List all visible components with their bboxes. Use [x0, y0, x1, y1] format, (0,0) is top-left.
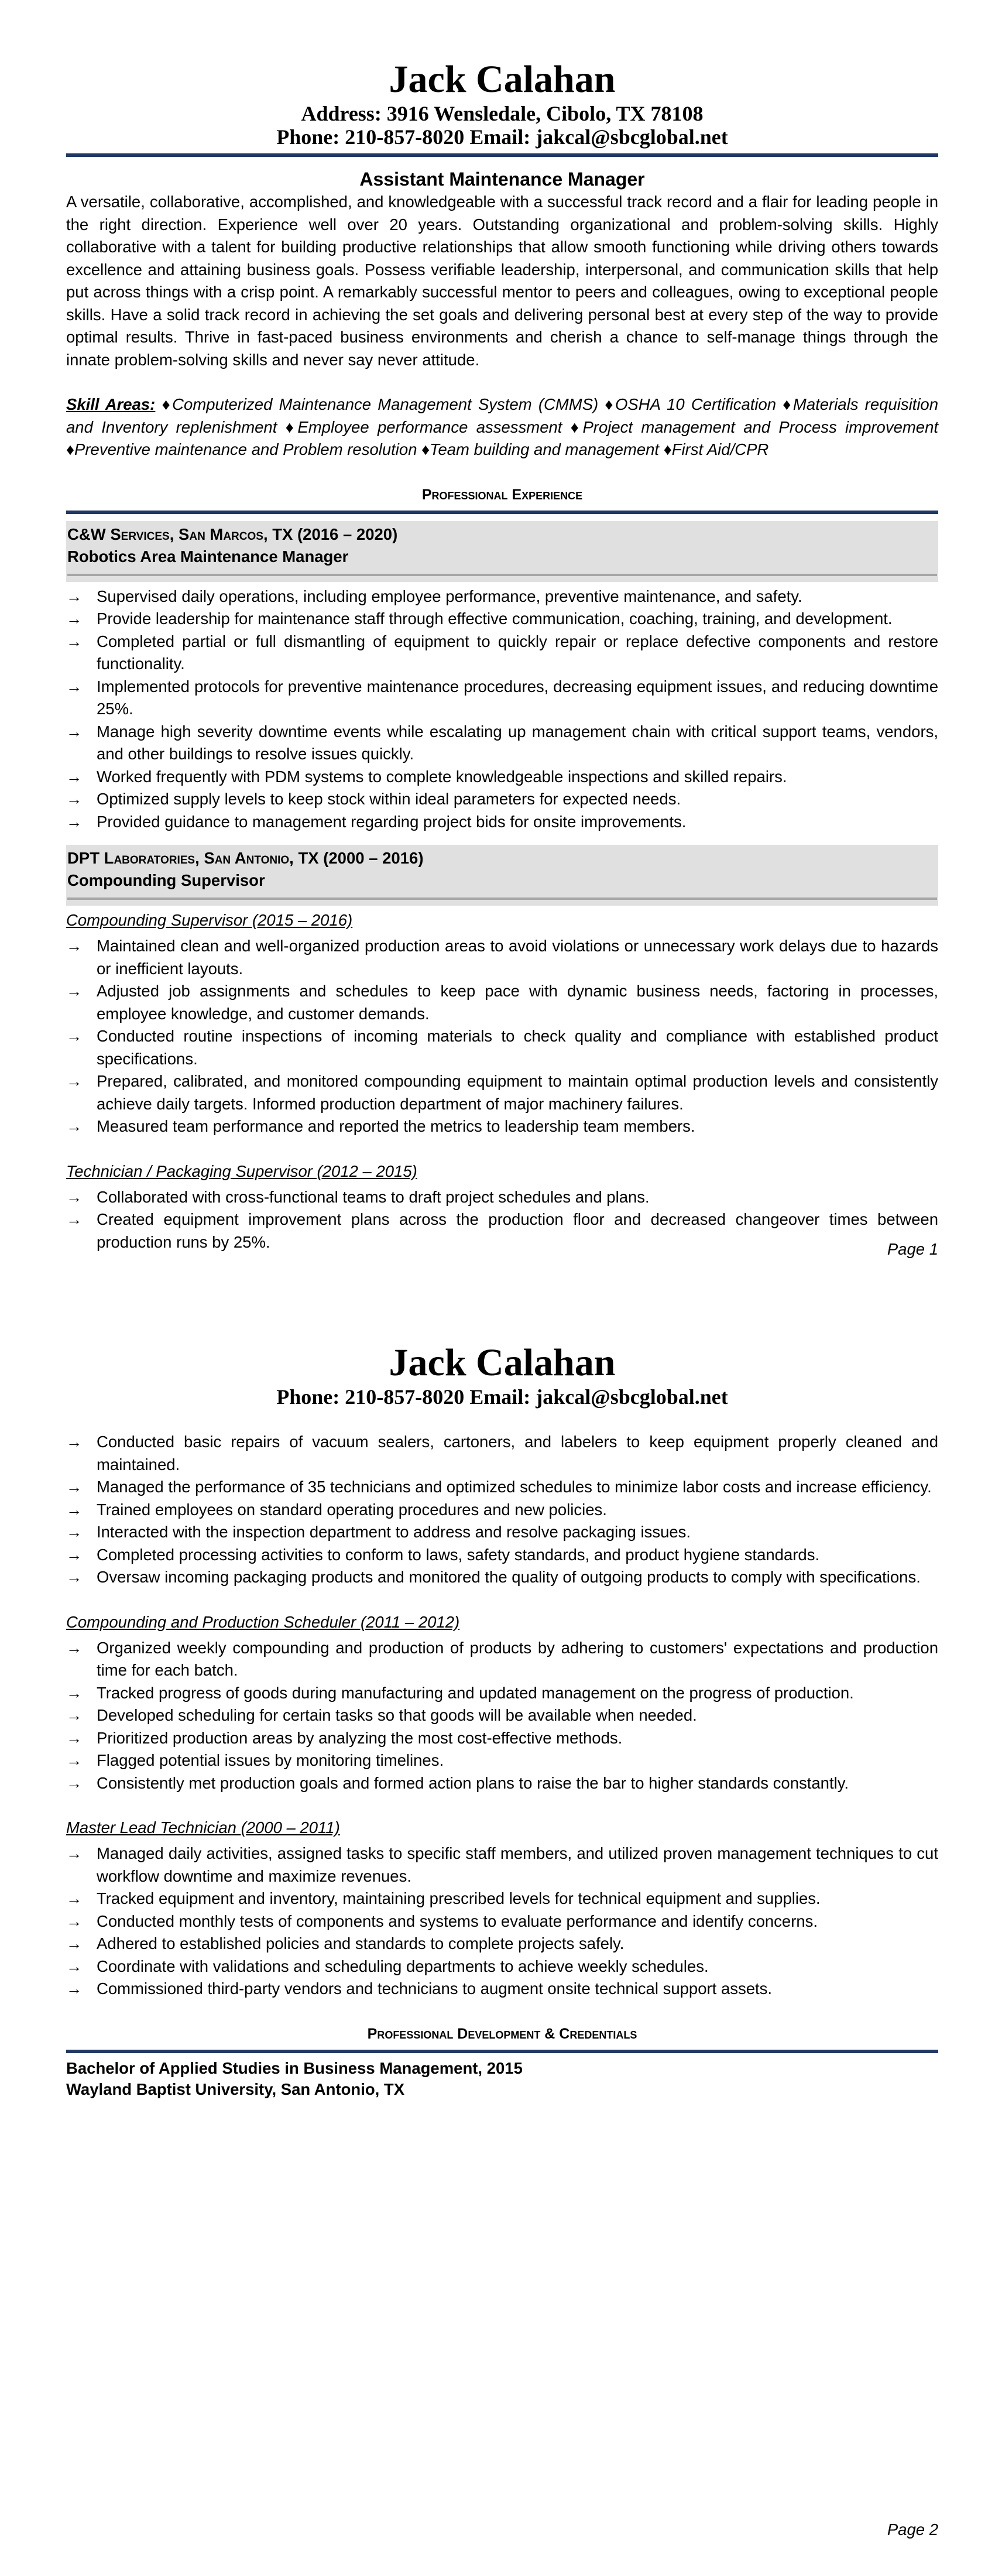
- phone-email: Phone: 210-857-8020 Email: jakcal@sbcglobal.net: [276, 1385, 728, 1409]
- page-1-content: [66, 57, 938, 1253]
- arrow-bullet-icon: →: [66, 587, 83, 605]
- bullet-item: [66, 585, 938, 608]
- arrow-bullet-icon: →: [66, 1568, 83, 1586]
- bullet-item: [66, 1544, 938, 1567]
- bullet-item: [66, 766, 938, 789]
- bullet-list: [66, 1842, 938, 2000]
- company: C&W Services, San Marcos, TX (2016 – 2020): [67, 525, 398, 543]
- sub-role: Master Lead Technician (2000 – 2011): [66, 1818, 340, 1837]
- bullet-text: Tracked equipment and inventory, maintaining prescribed levels for technical equipment and supplies.: [97, 1889, 821, 1907]
- arrow-bullet-icon: →: [66, 1187, 83, 1206]
- page-2-content: [66, 1341, 938, 2100]
- bullet-text: Supervised daily operations, including employee performance, preventive maintenance, and safety.: [97, 587, 802, 605]
- arrow-bullet-icon: →: [66, 1117, 83, 1135]
- bullet-text: Provide leadership for maintenance staff through effective communication, coaching, training, and development.: [97, 609, 893, 628]
- arrow-bullet-icon: →: [66, 1072, 83, 1090]
- bullet-text: Managed daily activities, assigned tasks to specific staff members, and utilized proven management techniques to cut workflow downtime and maximize revenues.: [97, 1844, 938, 1885]
- arrow-bullet-icon: →: [66, 937, 83, 955]
- bullet-item: [66, 1637, 938, 1682]
- bullet-item: [66, 1888, 938, 1910]
- bullet-text: Consistently met production goals and formed action plans to raise the bar to higher standards constantly.: [97, 1773, 849, 1792]
- bullet-text: Maintained clean and well-organized production areas to avoid violations or unnecessary work delays due to hazards or inefficient layouts.: [97, 937, 938, 978]
- arrow-bullet-icon: →: [66, 722, 83, 741]
- bullet-text: Managed the performance of 35 technicians and optimized schedules to minimize labor costs and increase efficiency.: [97, 1478, 932, 1496]
- bullet-text: Manage high severity downtime events while escalating up management chain with critical support teams, vendors, and other buildings to resolve issues quickly.: [97, 722, 938, 763]
- bullet-text: Flagged potential issues by monitoring timelines.: [97, 1751, 444, 1769]
- bullet-text: Prioritized production areas by analyzing the most cost-effective methods.: [97, 1728, 623, 1747]
- bullet-item: [66, 1499, 938, 1522]
- bullet-item: [66, 1704, 938, 1727]
- bullet-item: [66, 1727, 938, 1750]
- page-number: Page 2: [887, 2520, 938, 2539]
- bullet-item: [66, 608, 938, 631]
- bullet-text: Created equipment improvement plans across the production floor and decreased changeover times between production runs by 25%.: [97, 1210, 938, 1251]
- arrow-bullet-icon: →: [66, 982, 83, 1000]
- arrow-bullet-icon: →: [66, 1706, 83, 1724]
- bullet-text: Completed processing activities to conform to laws, safety standards, and product hygiene standards.: [97, 1545, 820, 1564]
- bullet-text: Conducted monthly tests of components and systems to evaluate performance and identify concerns.: [97, 1912, 818, 1930]
- arrow-bullet-icon: →: [66, 677, 83, 696]
- arrow-bullet-icon: →: [66, 1027, 83, 1045]
- skill-areas: [66, 393, 938, 461]
- bullet-item: [66, 1682, 938, 1705]
- role: Compounding Supervisor: [67, 871, 265, 889]
- arrow-bullet-icon: →: [66, 767, 83, 786]
- bullet-item: [66, 1070, 938, 1115]
- bullet-text: Commissioned third-party vendors and technicians to augment onsite technical support assets.: [97, 1979, 773, 1998]
- arrow-bullet-icon: →: [66, 1957, 83, 1975]
- arrow-bullet-icon: →: [66, 1979, 83, 1998]
- bullet-text: Conducted routine inspections of incoming materials to check quality and compliance with established product specifications.: [97, 1027, 938, 1068]
- bullet-item: [66, 1025, 938, 1070]
- arrow-bullet-icon: →: [66, 1638, 83, 1657]
- bullet-text: Coordinate with validations and scheduling departments to achieve weekly schedules.: [97, 1957, 709, 1975]
- job-title: Assistant Maintenance Manager: [359, 169, 645, 190]
- bullet-item: [66, 631, 938, 676]
- candidate-name: Jack Calahan: [389, 1341, 616, 1384]
- bullet-text: Implemented protocols for preventive maintenance procedures, decreasing equipment issues, and reducing downtime 25%.: [97, 677, 938, 718]
- bullet-text: Optimized supply levels to keep stock within ideal parameters for expected needs.: [97, 790, 681, 808]
- education-heading: Professional Development & Credentials: [367, 2025, 637, 2042]
- bullet-text: Adhered to established policies and standards to complete projects safely.: [97, 1934, 625, 1952]
- bullet-item: [66, 1910, 938, 1933]
- arrow-bullet-icon: →: [66, 1934, 83, 1952]
- bullet-item: [66, 1842, 938, 1888]
- candidate-name: Jack Calahan: [389, 58, 616, 101]
- arrow-bullet-icon: →: [66, 1773, 83, 1792]
- role: Robotics Area Maintenance Manager: [67, 547, 349, 566]
- arrow-bullet-icon: →: [66, 790, 83, 808]
- bullet-text: Conducted basic repairs of vacuum sealers, cartoners, and labelers to keep equipment properly cleaned and maintained.: [97, 1433, 938, 1474]
- bullet-list: [66, 585, 938, 834]
- bullet-item: [66, 1955, 938, 1978]
- bullet-item: [66, 811, 938, 834]
- arrow-bullet-icon: →: [66, 1500, 83, 1519]
- sub-role: Compounding and Production Scheduler (2011 – 2012): [66, 1612, 460, 1631]
- section-divider: [66, 511, 938, 514]
- bullet-text: Completed partial or full dismantling of equipment to quickly repair or replace defective components and restore functionality.: [97, 632, 938, 673]
- skill-areas-label: Skill Areas:: [66, 395, 156, 413]
- header-divider: [66, 153, 938, 157]
- bullet-item: [66, 676, 938, 721]
- arrow-bullet-icon: →: [66, 1478, 83, 1496]
- experience-heading: Professional Experience: [421, 486, 583, 503]
- bullet-item: [66, 1186, 938, 1209]
- bullet-text: Tracked progress of goods during manufacturing and updated management on the progress of production.: [97, 1683, 854, 1702]
- arrow-bullet-icon: →: [66, 1210, 83, 1228]
- bullet-item: [66, 1772, 938, 1795]
- bullet-text: Measured team performance and reported the metrics to leadership team members.: [97, 1117, 695, 1135]
- bullet-text: Developed scheduling for certain tasks so that goods will be available when needed.: [97, 1706, 697, 1724]
- bullet-item: [66, 1208, 938, 1253]
- bullet-item: [66, 1978, 938, 2000]
- bullet-text: Trained employees on standard operating procedures and new policies.: [97, 1500, 607, 1519]
- bullet-text: Collaborated with cross-functional teams to draft project schedules and plans.: [97, 1187, 650, 1206]
- bullet-item: [66, 1476, 938, 1499]
- bullet-item: [66, 1933, 938, 1955]
- bullet-item: [66, 721, 938, 766]
- bullet-list: [66, 1637, 938, 1795]
- bullet-text: Oversaw incoming packaging products and monitored the quality of outgoing products to comply with specifications.: [97, 1568, 921, 1586]
- arrow-bullet-icon: →: [66, 632, 83, 650]
- section-divider: [66, 2050, 938, 2053]
- arrow-bullet-icon: →: [66, 1683, 83, 1702]
- arrow-bullet-icon: →: [66, 1889, 83, 1907]
- sub-role: Compounding Supervisor (2015 – 2016): [66, 911, 353, 929]
- bullet-item: [66, 1749, 938, 1772]
- bullet-item: [66, 1566, 938, 1589]
- sub-role: Technician / Packaging Supervisor (2012 – 2015): [66, 1162, 417, 1180]
- arrow-bullet-icon: →: [66, 1523, 83, 1541]
- company: DPT Laboratories, San Antonio, TX (2000 – 2016): [67, 849, 424, 867]
- arrow-bullet-icon: →: [66, 609, 83, 628]
- bullet-item: [66, 1431, 938, 1476]
- bullet-item: [66, 788, 938, 811]
- summary: A versatile, collaborative, accomplished, and knowledgeable with a successful track record and a flair for leading people in the right direction. Experience well over 20 years. Outstanding organizational and problem-solving skills. Highly collaborative with a talent for building productive relationships that allow smooth functioning while driving others towards excellence and attaining business goals. Possess verifiable leadership, interpersonal, and communication skills that help put across things with a crisp point. A remarkably successful mentor to peers and colleagues, owing to exceptional people skills. Have a solid track record in achieving the set goals and delivering personal best at every step of the way to provide optimal results. Thrive in fast-paced business environments and cherish a chance to self-manage things through the innate problem-solving skills and never say never attitude.: [66, 193, 938, 369]
- bullet-text: Interacted with the inspection department to address and resolve packaging issues.: [97, 1523, 691, 1541]
- page-number: Page 1: [887, 1240, 938, 1258]
- job-divider: [67, 898, 937, 900]
- school: Wayland Baptist University, San Antonio, TX: [66, 2080, 405, 2098]
- job-header: [66, 521, 938, 582]
- arrow-bullet-icon: →: [66, 1545, 83, 1564]
- arrow-bullet-icon: →: [66, 812, 83, 831]
- degree: Bachelor of Applied Studies in Business Management, 2015: [66, 2058, 523, 2077]
- education: [66, 2058, 938, 2100]
- bullet-text: Worked frequently with PDM systems to complete knowledgeable inspections and skilled repairs.: [97, 767, 787, 786]
- bullet-text: Prepared, calibrated, and monitored compounding equipment to maintain optimal production levels and consistently achieve daily targets. Informed production department of major machinery failures.: [97, 1072, 938, 1113]
- bullet-text: Provided guidance to management regarding project bids for onsite improvements.: [97, 812, 687, 831]
- bullet-item: [66, 1521, 938, 1544]
- phone-email: Phone: 210-857-8020 Email: jakcal@sbcglobal.net: [276, 125, 728, 149]
- job-header: [66, 845, 938, 906]
- arrow-bullet-icon: →: [66, 1912, 83, 1930]
- arrow-bullet-icon: →: [66, 1433, 83, 1451]
- job-divider: [67, 574, 937, 576]
- bullet-item: [66, 935, 938, 980]
- bullet-item: [66, 980, 938, 1025]
- bullet-item: [66, 1115, 938, 1138]
- arrow-bullet-icon: →: [66, 1844, 83, 1862]
- address: Address: 3916 Wensledale, Cibolo, TX 78108: [301, 102, 704, 125]
- arrow-bullet-icon: →: [66, 1728, 83, 1747]
- bullet-text: Adjusted job assignments and schedules to keep pace with dynamic business needs, factoring in processes, employee knowledge, and customer demands.: [97, 982, 938, 1023]
- bullet-list: [66, 935, 938, 1138]
- bullet-text: Organized weekly compounding and production of products by adhering to customers' expectations and production time for each batch.: [97, 1638, 938, 1679]
- arrow-bullet-icon: →: [66, 1751, 83, 1769]
- resume-page-2: [0, 1288, 995, 2576]
- bullet-list: [66, 1431, 938, 1589]
- bullet-list: [66, 1186, 938, 1254]
- skill-list: ♦Computerized Maintenance Management System (CMMS) ♦OSHA 10 Certification ♦Materials requisition and Inventory replenishment ♦Employee performance assessment ♦Project management and Process improvement ♦Preventive maintenance and Problem resolution ♦Team building and management ♦First Aid/CPR: [66, 395, 939, 458]
